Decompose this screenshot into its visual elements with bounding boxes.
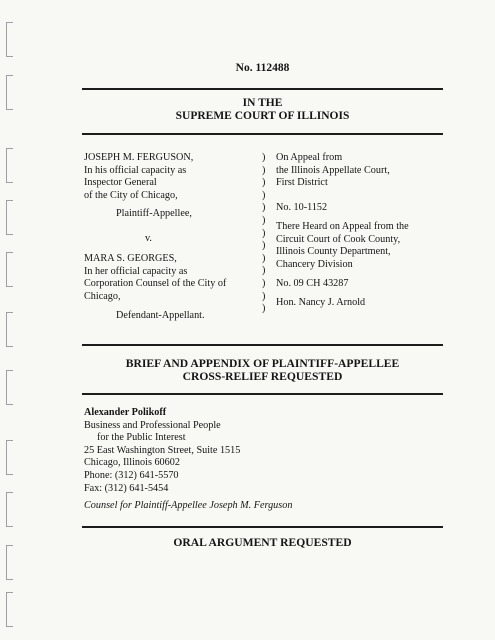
divider (82, 393, 443, 395)
caption-parens: ) ) ) ) ) ) ) ) ) ) ) ) ) (262, 152, 266, 315)
appellate-number: No. 10-1152 (276, 202, 328, 214)
counsel-fax: Fax: (312) 641-5454 (84, 482, 169, 494)
plaintiff-line: Inspector General (84, 177, 157, 189)
binder-tick (6, 312, 13, 347)
defendant-name: MARA S. GEORGES, (84, 253, 177, 264)
binder-tick (6, 545, 13, 580)
counsel-designation: Counsel for Plaintiff-Appellee Joseph M. Ferguson (84, 500, 293, 511)
divider (82, 526, 443, 528)
court-line-2: SUPREME COURT OF ILLINOIS (175, 110, 350, 122)
binder-tick (6, 252, 13, 287)
plaintiff-line: In his official capacity as (84, 164, 187, 176)
counsel-address: 25 East Washington Street, Suite 1515 (84, 444, 241, 456)
brief-title-line-2: CROSS-RELIEF REQUESTED (182, 370, 343, 383)
circuit-line: Circuit Court of Cook County, (276, 233, 401, 245)
oral-argument-request: ORAL ARGUMENT REQUESTED (173, 536, 352, 549)
circuit-number: No. 09 CH 43287 (276, 278, 349, 289)
appeal-line: the Illinois Appellate Court, (276, 164, 390, 176)
defendant-role: Defendant-Appellant. (116, 310, 205, 321)
counsel-line: Business and Professional People (84, 419, 221, 431)
binder-tick (6, 492, 13, 527)
circuit-line: Chancery Division (276, 258, 353, 270)
brief-title-line-1: BRIEF AND APPENDIX OF PLAINTIFF-APPELLEE (125, 357, 400, 370)
binder-tick (6, 370, 13, 405)
defendant-line: Corporation Counsel of the City of (84, 278, 227, 290)
defendant-line: Chicago, (84, 290, 121, 302)
counsel-line: for the Public Interest (97, 432, 186, 444)
binder-tick (6, 22, 13, 57)
divider (82, 133, 443, 135)
counsel-phone: Phone: (312) 641-5570 (84, 470, 179, 481)
binder-tick (6, 148, 13, 183)
plaintiff-line: of the City of Chicago, (84, 189, 178, 201)
counsel-name: Alexander Polikoff (84, 407, 167, 418)
case-number: No. 112488 (235, 62, 290, 74)
versus: v. (145, 233, 152, 244)
binder-tick (6, 200, 13, 235)
circuit-line: Illinois County Department, (276, 246, 391, 258)
divider (82, 344, 443, 346)
appeal-line: First District (276, 177, 328, 189)
divider (82, 88, 443, 90)
judge: Hon. Nancy J. Arnold (276, 297, 366, 308)
binder-tick (6, 75, 13, 110)
counsel-city: Chicago, Illinois 60602 (84, 457, 180, 469)
court-line-1: IN THE (242, 97, 283, 109)
binder-tick (6, 440, 13, 475)
binder-tick (6, 592, 13, 627)
binder-edge (0, 0, 20, 640)
plaintiff-role: Plaintiff-Appellee, (116, 208, 192, 219)
circuit-line: There Heard on Appeal from the (276, 221, 409, 232)
appeal-line: On Appeal from (276, 152, 343, 163)
defendant-line: In her official capacity as (84, 265, 188, 277)
plaintiff-name: JOSEPH M. FERGUSON, (84, 152, 194, 163)
